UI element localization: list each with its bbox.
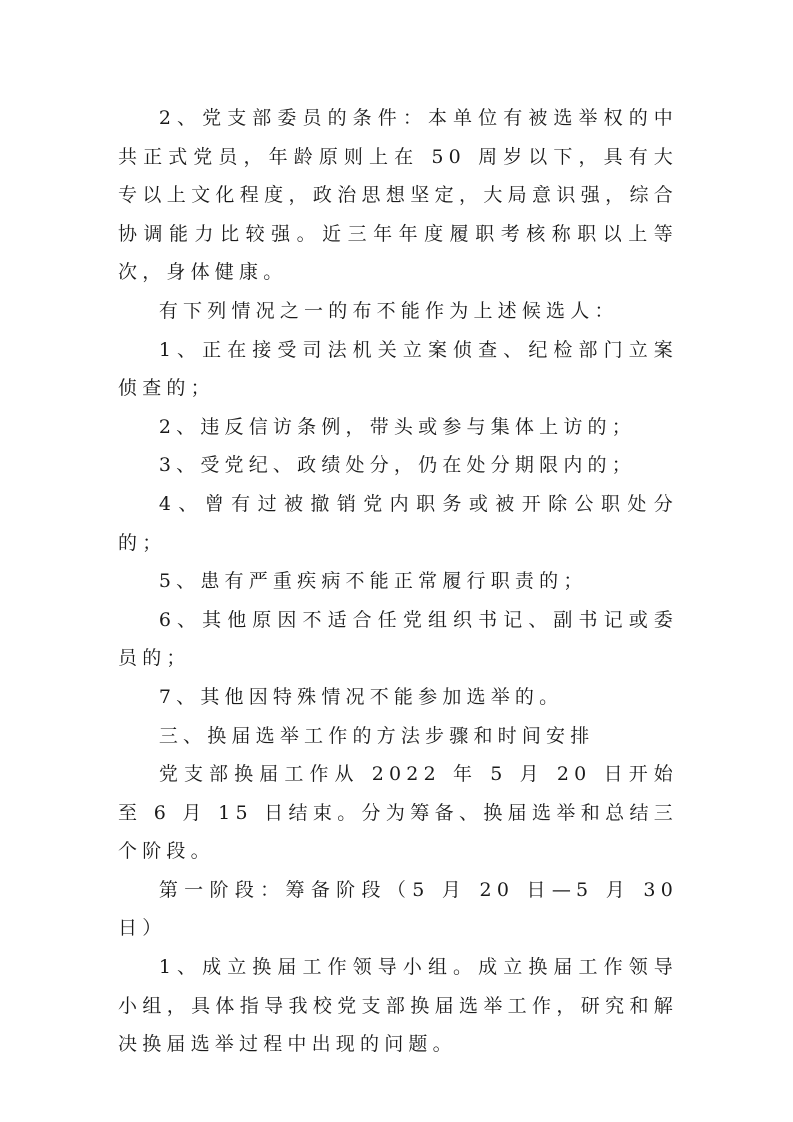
list-item-disqualification-7: 7、其他因特殊情况不能参加选举的。: [158, 685, 564, 708]
list-item-disqualification-6: 6、其他原因不适合任党组织书记、副书记或委员的；: [118, 608, 678, 670]
paragraph-committee-member-conditions: 2、党支部委员的条件：本单位有被选举权的中共正式党员，年龄原则上在 50 周岁以下，具有大专以上文化程度，政治思想坚定，大局意识强，综合协调能力比较强。近三年年度履职考核称职以上等次，身体健康。: [118, 107, 678, 284]
section-heading-election-steps: 三、换届选举工作的方法步骤和时间安排: [158, 724, 595, 747]
subheading-phase-one: 第一阶段：筹备阶段（5 月 20 日—5 月 30 日）: [118, 878, 678, 940]
paragraph-disqualification-intro: 有下列情况之一的布不能作为上述候选人：: [158, 299, 619, 322]
list-item-disqualification-5: 5、患有严重疾病不能正常履行职责的；: [158, 570, 588, 593]
list-item-disqualification-4: 4、曾有过被撤销党内职务或被开除公职处分的；: [118, 492, 678, 554]
list-item-disqualification-2: 2、违反信访条例，带头或参与集体上访的；: [158, 415, 636, 438]
paragraph-leadership-group: 1、成立换届工作领导小组。成立换届工作领导小组，具体指导我校党支部换届选举工作，研究和解决换届选举过程中出现的问题。: [118, 956, 678, 1056]
paragraph-schedule-overview: 党支部换届工作从 2022 年 5 月 20 日开始至 6 月 15 日结束。分为筹备、换届选举和总结三个阶段。: [118, 763, 678, 863]
list-item-disqualification-3: 3、受党纪、政绩处分，仍在处分期限内的；: [158, 454, 636, 477]
document-page: [118, 99, 678, 1064]
list-item-disqualification-1: 1、正在接受司法机关立案侦查、纪检部门立案侦查的；: [118, 338, 678, 400]
